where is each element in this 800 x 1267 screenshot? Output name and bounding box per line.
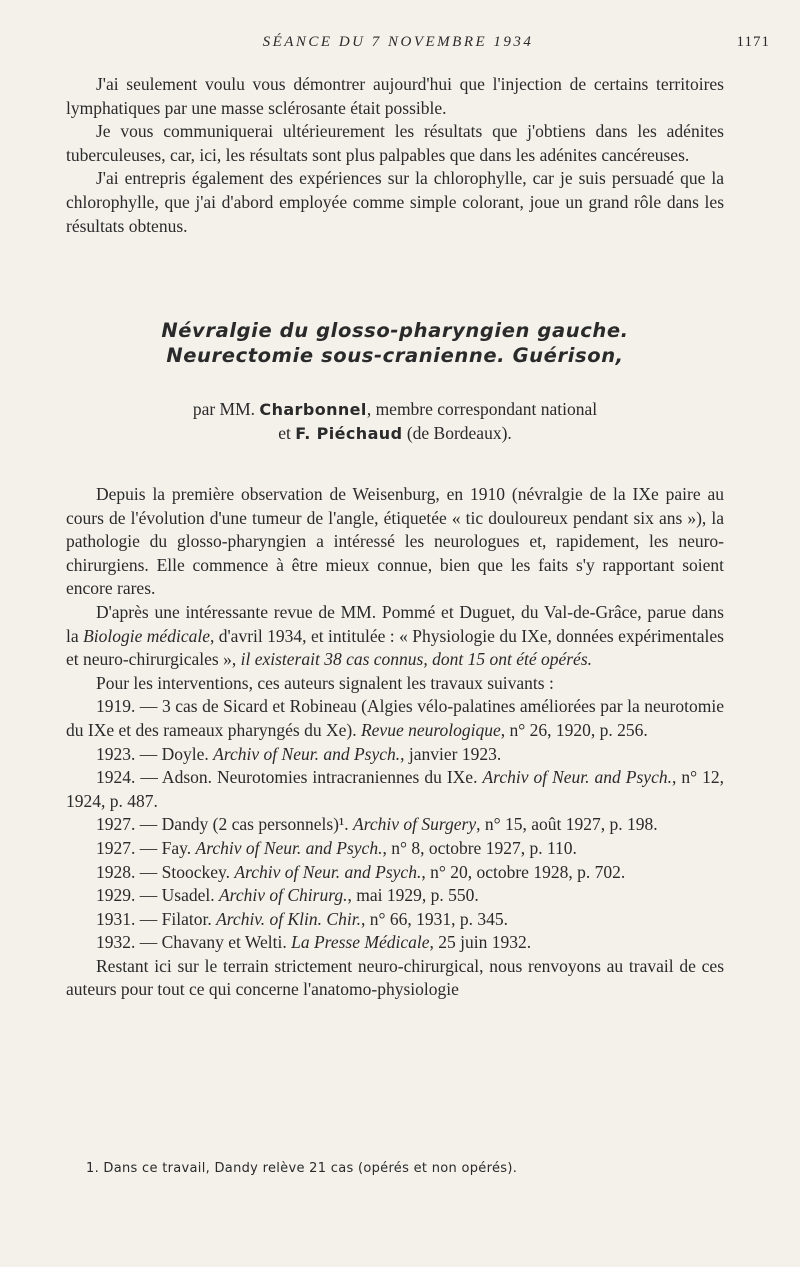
paragraph: Je vous communiquerai ultérieurement les résultats que j'obtiens dans les adénites tuberculeuses, car, ici, les résultats sont plus palpables que dans les adénites cancéreuses. [66, 121, 724, 165]
reference-source: Revue neurologique [360, 719, 501, 740]
reference-tail: , n° 8, octobre 1927, p. 110. [382, 837, 577, 858]
byline-line-2 [66, 422, 724, 446]
article-title-line: Névralgie du glosso-pharyngien gauche. [161, 319, 629, 342]
paragraph: Restant ici sur le terrain strictement neuro-chirurgical, nous renvoyons au travail de ces auteurs pour tout ce qui concerne l'anatomo-physiologie [66, 955, 724, 1000]
running-title: SÉANCE DU 7 NOVEMBRE 1934 [262, 34, 534, 50]
reference-text: 1927. — Dandy (2 cas personnels)¹. [96, 814, 349, 835]
article-body [66, 483, 724, 1002]
reference-item [66, 861, 724, 885]
reference-text: 1927. — Fay. [96, 837, 192, 858]
intro-section [66, 73, 724, 238]
reference-source: Archiv. of Klin. Chir. [216, 908, 361, 929]
reference-text: 1923. — Doyle. [96, 743, 209, 764]
author-name: Charbonnel [259, 400, 367, 419]
reference-tail: , n° 66, 1931, p. 345. [360, 908, 508, 929]
text-run: D'après une intéressante revue de MM. Pommé et Duguet, du Val-de-Grâce, parue dans la [66, 601, 724, 646]
article-title-line: Neurectomie sous-cranienne. Guérison, [166, 344, 624, 367]
author-role: , membre correspondant national [366, 399, 598, 419]
reference-text: 1931. — Filator. [96, 908, 212, 929]
journal-title: Biologie médicale [83, 625, 210, 646]
reference-item [66, 884, 724, 908]
footnote: 1. Dans ce travail, Dandy relève 21 cas (opérés et non opérés). [86, 1161, 518, 1176]
byline-and: et [278, 422, 291, 443]
reference-text: 1928. — Stoockey. [96, 861, 230, 882]
reference-tail: , janvier 1923. [400, 743, 502, 764]
reference-tail: , n° 20, octobre 1928, p. 702. [421, 861, 626, 882]
reference-source: Archiv of Neur. and Psych. [482, 767, 672, 788]
reference-text: 1932. — Chavany et Welti. [96, 932, 287, 953]
reference-item [66, 743, 724, 767]
byline [66, 398, 724, 445]
reference-source: Archiv of Neur. and Psych. [234, 861, 422, 882]
paragraph: J'ai seulement voulu vous démontrer aujourd'hui que l'injection de certains territoires lymphatiques par une masse sclérosante était possible. [66, 74, 724, 118]
paragraph: Pour les interventions, ces auteurs signalent les travaux suivants : [96, 672, 554, 693]
reference-source: Archiv of Neur. and Psych. [195, 837, 383, 858]
page-header [66, 34, 770, 58]
paragraph: J'ai entrepris également des expériences sur la chlorophylle, car je suis persuadé que la chlorophylle, que j'ai d'abord employée comme simple colorant, joue un grand rôle dans les résultats obtenus. [66, 168, 724, 236]
reference-source: Archiv of Neur. and Psych. [213, 743, 401, 764]
reference-item [66, 766, 724, 813]
paragraph [66, 601, 724, 672]
reference-source: Archiv of Surgery [353, 814, 477, 835]
article-title [66, 318, 724, 368]
reference-tail: , n° 15, août 1927, p. 198. [476, 814, 658, 835]
reference-text: 1919. — 3 cas de Sicard et Robineau (Algies vélo-palatines améliorées par la neurotomie du IXe et des rameaux pharyngés du Xe). [66, 696, 724, 740]
reference-text: 1929. — Usadel. [96, 885, 215, 906]
reference-source: Archiv of Chirurg. [218, 885, 348, 906]
reference-text: 1924. — Adson. Neurotomies intracraniennes du IXe. [96, 767, 478, 788]
reference-item [66, 813, 724, 837]
reference-tail: , n° 12, 1924, p. 487. [66, 767, 724, 811]
reference-tail: , n° 26, 1920, p. 256. [500, 719, 648, 740]
reference-item [66, 931, 724, 955]
reference-item [66, 837, 724, 861]
byline-line-1 [66, 398, 724, 422]
reference-source: La Presse Médicale [291, 932, 430, 953]
reference-item [66, 695, 724, 742]
author-affiliation: (de Bordeaux). [406, 422, 512, 443]
reference-tail: , mai 1929, p. 550. [347, 885, 479, 906]
reference-tail: , 25 juin 1932. [429, 932, 532, 953]
reference-list [66, 695, 724, 955]
author-name: F. Piéchaud [295, 423, 403, 443]
emphasis: il existerait 38 cas connus, dont 15 ont été opérés. [240, 649, 593, 670]
page-number: 1171 [736, 34, 770, 50]
text-run: , d'avril 1934, et intitulée : « Physiologie du IXe, données expérimentales et neuro-chirurgicales », [66, 625, 724, 670]
reference-item [66, 908, 724, 932]
byline-prefix: par MM. [192, 399, 256, 419]
paragraph: Depuis la première observation de Weisenburg, en 1910 (névralgie de la IXe paire au cours de l'évolution d'une tumeur de l'angle, étiquetée « tic douloureux pendant six ans »), la pathologie du glosso-pharyngien a intéressé les neurologues et, rapidement, les neuro-chirurgiens. Elle commence à être mieux connue, bien que les faits s'y rapportant soient encore rares. [66, 484, 724, 599]
